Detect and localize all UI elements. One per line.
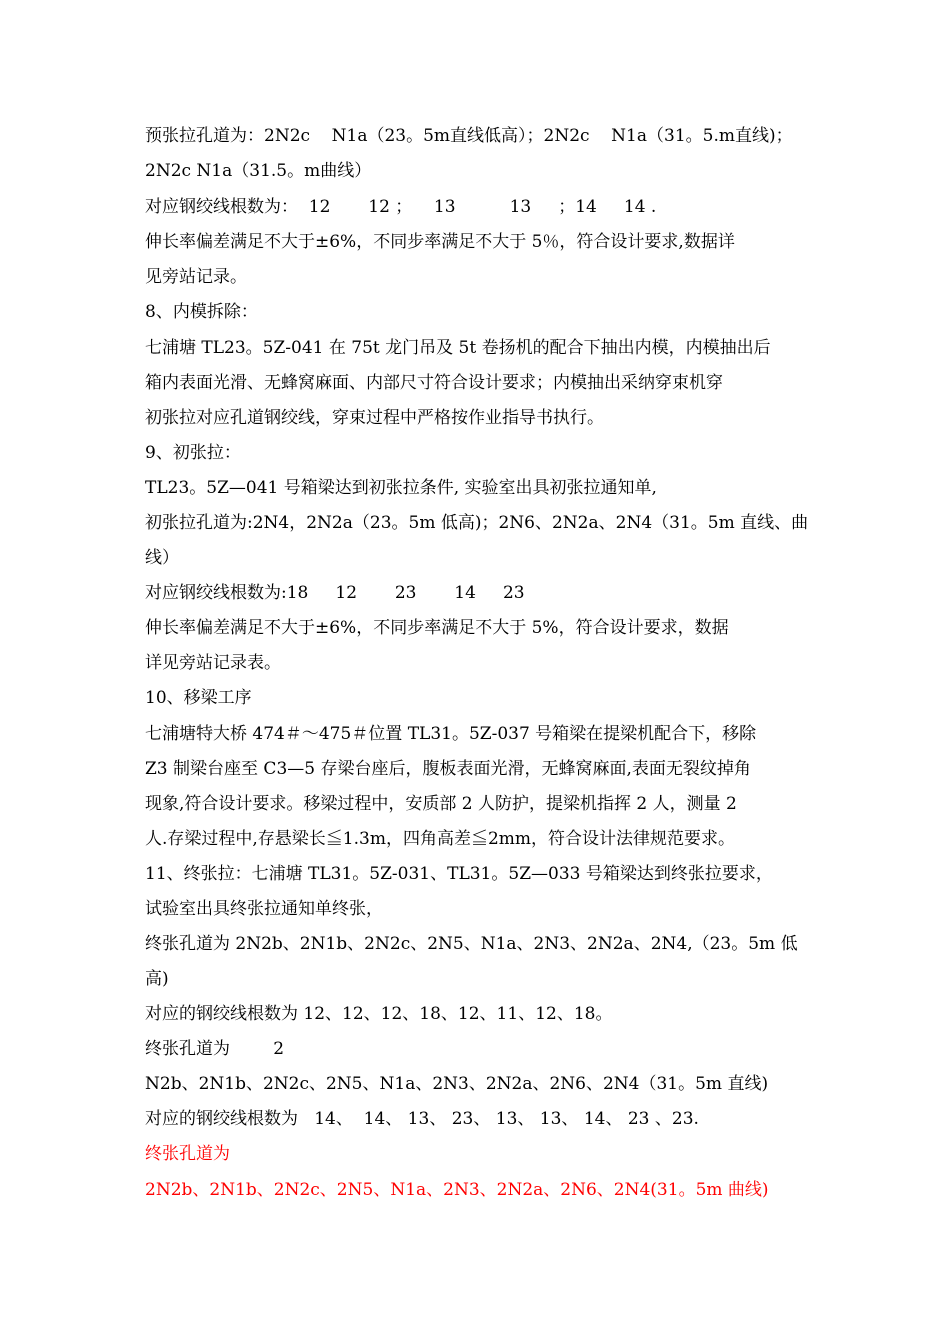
text-line: 七浦塘特大桥 474＃～475＃位置 TL31。5Z-037 号箱梁在提梁机配合下，移除 (145, 724, 757, 744)
text-line: 对应钢绞线根数为： 12 12 ； 13 13 ；14 14 . (145, 197, 657, 217)
text-line: 现象,符合设计要求。移梁过程中，安质部 2 人防护，提梁机指挥 2 人，测量 2 (145, 794, 737, 814)
text-line: 初张拉对应孔道钢绞线，穿束过程中严格按作业指导书执行。 (145, 408, 604, 428)
text-line: 见旁站记录。 (145, 267, 247, 287)
text-line: 预张拉孔道为：2N2c N1a（23。5m直线低高）；2N2c N1a（31。5.m直线)； (145, 126, 793, 146)
text-line: 对应钢绞线根数为:18 12 23 14 23 (145, 583, 525, 603)
section-heading: 10、移梁工序 (145, 688, 252, 708)
text-line: N2b、2N1b、2N2c、2N5、N1a、2N3、2N2a、2N6、2N4（31。5m 直线) (145, 1074, 769, 1094)
text-line: 初张拉孔道为:2N4，2N2a（23。5m 低高)；2N6、2N2a、2N4（31。5m 直线、曲 (145, 513, 809, 533)
highlighted-text-line: 终张孔道为 (145, 1144, 230, 1164)
text-line: 七浦塘 TL23。5Z-041 在 75t 龙门吊及 5t 卷扬机的配合下抽出内模，内模抽出后 (145, 338, 771, 358)
text-line: 对应的钢绞线根数为 14、 14、 13、 23、 13、 13、 14、 23 、23. (145, 1109, 699, 1129)
text-line: 人.存梁过程中,存悬梁长≦1.3m，四角高差≦2mm，符合设计法律规范要求。 (145, 829, 736, 849)
section-heading: 8、内模拆除： (145, 302, 258, 322)
text-line: 线） (145, 548, 179, 568)
highlighted-text-line: 2N2b、2N1b、2N2c、2N5、N1a、2N3、2N2a、2N6、2N4(31。5m 曲线) (145, 1180, 769, 1200)
text-line: 箱内表面光滑、无蜂窝麻面、内部尺寸符合设计要求；内模抽出采纳穿束机穿 (145, 373, 723, 393)
text-line: Z3 制梁台座至 C3—5 存梁台座后，腹板表面光滑，无蜂窝麻面,表面无裂纹掉角 (145, 759, 751, 779)
text-line: 2N2c N1a（31.5。m曲线） (145, 161, 372, 181)
text-line: 详见旁站记录表。 (145, 653, 281, 673)
text-line: 伸长率偏差满足不大于±6%，不同步率满足不大于 5%，符合设计要求，数据 (145, 618, 729, 638)
text-line: 终张孔道为 2 (145, 1039, 285, 1059)
section-heading: 9、初张拉： (145, 443, 241, 463)
text-line: 高) (145, 969, 169, 989)
text-line: 对应的钢绞线根数为 12、12、12、18、12、11、12、18。 (145, 1004, 613, 1024)
text-line: 伸长率偏差满足不大于±6%，不同步率满足不大于 5％，符合设计要求,数据详 (145, 232, 735, 252)
text-line: 终张孔道为 2N2b、2N1b、2N2c、2N5、N1a、2N3、2N2a、2N4,（23。5m 低 (145, 934, 798, 954)
text-line: 试验室出具终张拉通知单终张， (145, 899, 383, 919)
text-line: TL23。5Z—041 号箱梁达到初张拉条件, 实验室出具初张拉通知单, (145, 478, 657, 498)
section-heading: 11、终张拉：七浦塘 TL31。5Z-031、TL31。5Z—033 号箱梁达到终张拉要求， (145, 864, 773, 884)
